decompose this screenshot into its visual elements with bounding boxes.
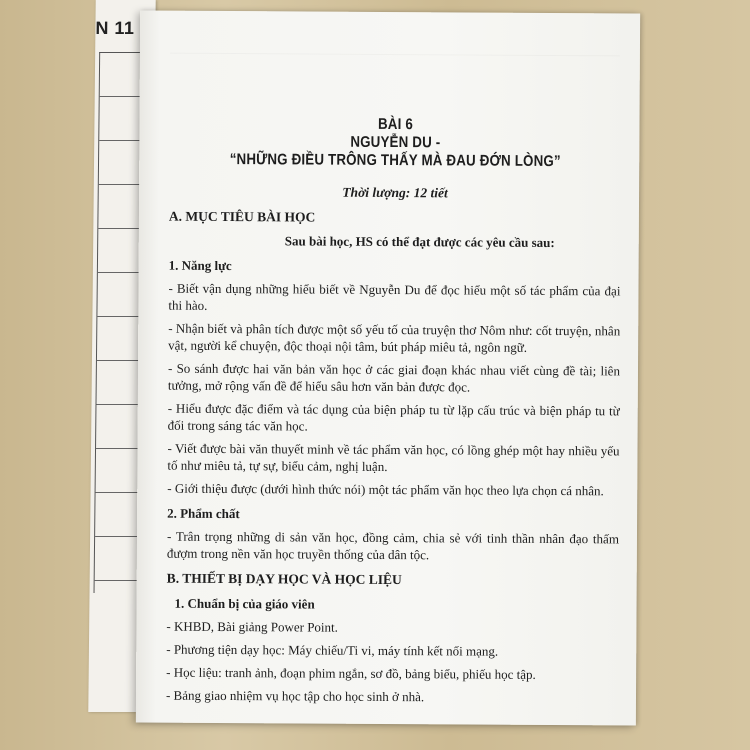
competency-item: - Hiểu được đặc điểm và tác dụng của biện pháp tu từ lặp cấu trúc và biện pháp tu từ đối trong sáng tác văn học. [167, 400, 620, 434]
back-page-tab: N 11 [95, 18, 135, 38]
competency-item: - Nhận biết và phân tích được một số yếu tố của truyện thơ Nôm như: cốt truyện, nhân vật, người kể chuyện, độc thoại nội tâm, bút pháp miêu tả, ngôn ngữ. [168, 320, 621, 355]
section-a-heading: A. MỤC TIÊU BÀI HỌC [168, 208, 316, 225]
competency-item: - So sánh được hai văn bản văn học ở các giai đoạn khác nhau viết cùng đề tài; liên tưởng, mở rộng vấn đề để hiểu sâu hơn văn bản được đọc. [167, 360, 621, 395]
competency-heading: 1. Năng lực [168, 257, 232, 274]
competency-item: - Biết vận dụng những hiểu biết về Nguyễn Du để đọc hiểu một số tác phẩm của đại thi hào. [168, 280, 621, 313]
duration: Thời lượng: 12 tiết [342, 184, 448, 201]
quality-heading: 2. Phẩm chất [167, 505, 240, 522]
document-content [166, 115, 622, 707]
section-a-lead: Sau bài học, HS có thể đạt được các yêu cầu sau: [284, 233, 555, 251]
competency-item: - Giới thiệu được (dưới hình thức nói) một tác phẩm văn học theo lựa chọn cá nhân. [167, 480, 604, 499]
competency-item: - Viết được bài văn thuyết minh về tác phẩm văn học, có lồng ghép một hay nhiều yếu tố như miêu tả, tự sự, biểu cảm, nghị luận. [167, 440, 620, 474]
teacher-prep-item: - Bảng giao nhiệm vụ học tập cho học sinh ở nhà. [165, 687, 425, 705]
section-b-heading: B. THIẾT BỊ DẠY HỌC VÀ HỌC LIỆU [166, 570, 402, 588]
teacher-prep-item: - KHBD, Bài giảng Power Point. [166, 618, 338, 635]
lesson-number: BÀI 6 [377, 115, 414, 134]
teacher-prep-heading: 1. Chuẩn bị của giáo viên [174, 595, 315, 612]
teacher-prep-item: - Học liệu: tranh ảnh, đoạn phim ngắn, sơ đồ, bảng biểu, phiếu học tập. [166, 664, 536, 682]
quality-item: - Trân trọng những di sản văn học, đồng cảm, chia sẻ với tinh thần nhân đạo thấm đượm trong nền văn học truyền thống của dân tộc. [166, 528, 620, 563]
teacher-prep-item: - Phương tiện dạy học: Máy chiếu/Ti vi, máy tính kết nối mạng. [166, 641, 499, 659]
work-title: “NHỮNG ĐIỀU TRÔNG THẤY MÀ ĐAU ĐỚN LÒNG” [229, 151, 561, 171]
author-title: NGUYỄN DU - [350, 133, 441, 152]
document-page [136, 10, 640, 725]
bleed-through-header [170, 39, 620, 57]
